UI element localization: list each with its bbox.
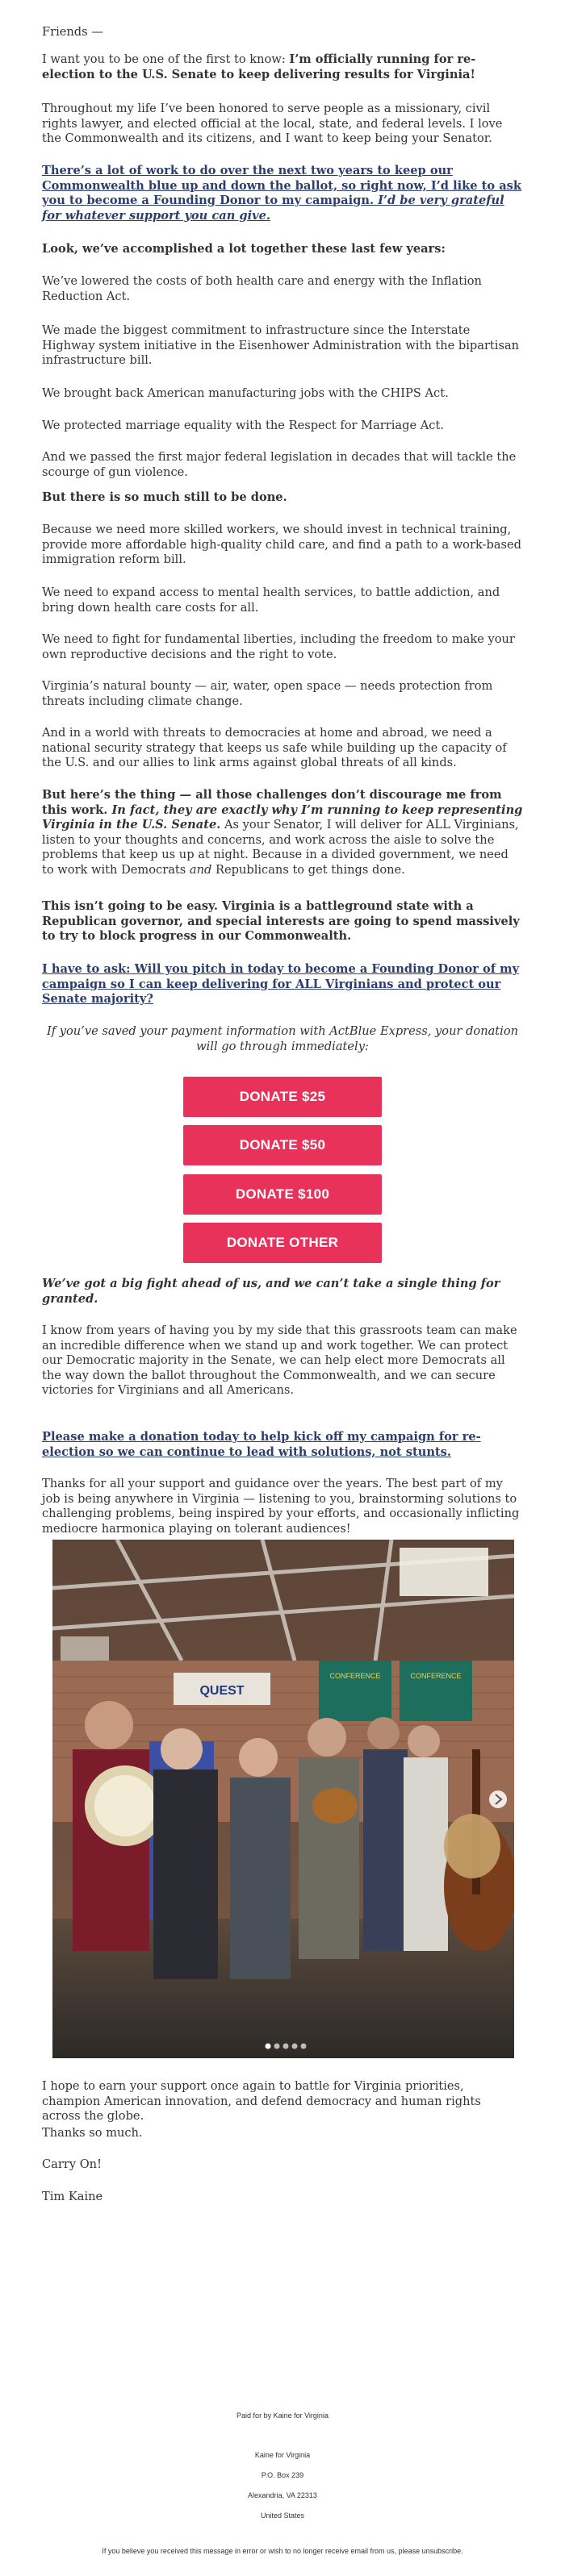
kickoff-paragraph xyxy=(42,1430,523,1460)
the-thing-paragraph xyxy=(42,788,523,877)
accomplishment-item: We brought back American manufacturing jobs with the CHIPS Act. xyxy=(42,386,449,400)
paid-for-disclaimer: Paid for by Kaine for Virginia xyxy=(236,2411,329,2420)
ask-link[interactable]: I have to ask: Will you pitch in today to become a Founding Donor of my campaign so I can keep delivering for ALL Virginians and protect our Senate majority? xyxy=(42,962,520,1006)
todo-item: Virginia’s natural bounty — air, water, open space — needs protection from threats including climate change. xyxy=(42,679,493,708)
signature: Tim Kaine xyxy=(42,2190,103,2203)
intro-text: I want you to be one of the first to know: xyxy=(42,52,290,66)
footer-po-box: P.O. Box 239 xyxy=(261,2471,304,2479)
intro-paragraph xyxy=(42,52,523,82)
footer-country: United States xyxy=(260,2511,305,2520)
big-fight-paragraph: We’ve got a big fight ahead of us, and we can’t take a single thing for granted. xyxy=(42,1277,500,1306)
donate-25-button[interactable]: DONATE $25 xyxy=(183,1077,382,1117)
accomplishment-item: And we passed the first major federal legislation in decades that will tackle the scourge of gun violence. xyxy=(42,450,517,479)
accomplishment-item: We’ve lowered the costs of both health care and energy with the Inflation Reduction Act. xyxy=(42,274,482,303)
photo-illustration xyxy=(52,1540,514,2058)
thanks-paragraph: Thanks for all your support and guidance over the years. The best part of my job is being anywhere in Virginia — listening to you, brainstorming solutions to challenging problems, being inspired by your efforts, and occasionally inflicting mediocre harmonica playing on tolerant audiences! xyxy=(42,1477,520,1536)
todo-item: We need to expand access to mental health services, to battle addiction, and bring down health care costs for all. xyxy=(42,586,500,615)
carousel-dots[interactable] xyxy=(262,2040,309,2053)
battleground-paragraph: This isn’t going to be easy. Virginia is a battleground state with a Republican governor, and special interests are going to spend massively to try to block progress in our Commonwealth. xyxy=(42,899,520,943)
todo-heading: But there is so much still to be done. xyxy=(42,490,287,504)
accomplishment-item: We made the biggest commitment to infrastructure since the Interstate Highway system initiative in the Eisenhower Administration with the bipartisan infrastructure bill. xyxy=(42,323,520,367)
bluegrass-band-photo xyxy=(52,1540,514,2058)
todo-item: Because we need more skilled workers, we should invest in technical training, provide more affordable high-quality child care, and find a path to a work-based immigration reform bill. xyxy=(42,523,521,566)
donate-50-button[interactable]: DONATE $50 xyxy=(183,1125,382,1165)
todo-item: We need to fight for fundamental liberties, including the freedom to make your own reproductive decisions and the right to vote. xyxy=(42,632,515,661)
greeting: Friends — xyxy=(42,25,103,39)
intro-announcement: I’m officially running for re-election to the U.S. Senate to keep delivering results for Virginia! xyxy=(42,52,476,81)
carry-on-line: Carry On! xyxy=(42,2157,102,2171)
accomplishment-item: We protected marriage equality with the Respect for Marriage Act. xyxy=(42,419,444,432)
ask-paragraph xyxy=(42,962,523,1007)
actblue-note: If you’ve saved your payment information with ActBlue Express, your donation will go through immediately: xyxy=(46,1024,519,1053)
todo-item: And in a world with threats to democracies at home and abroad, we need a national security strategy that keeps us safe while building up the capacity of the U.S. and our allies to link arms against global threats of all kinds. xyxy=(42,726,507,769)
founding-donor-link-italic: I’d be very grateful for whatever support you can give. xyxy=(42,194,504,223)
banner-text: QUEST xyxy=(199,1684,245,1698)
donate-other-button[interactable]: DONATE OTHER xyxy=(183,1223,382,1263)
founding-donor-link-text: There’s a lot of work to do over the next two years to keep our Commonwealth blue up and down the ballot, so right now, I’d like to ask you to become a Founding Donor to my campaign. xyxy=(42,164,521,207)
the-thing-and: and xyxy=(189,862,212,877)
the-thing-bold: But here’s the thing — all those challenges don’t discourage me from this work. xyxy=(42,788,502,817)
thanks-line: Thanks so much. xyxy=(42,2126,143,2140)
sign-text-2: CONFERENCE xyxy=(410,1672,462,1680)
the-thing-bold-italic: In fact, they are exactly why I’m running to keep representing Virginia in the U.S. Senate. xyxy=(42,802,523,832)
footer-org: Kaine for Virginia xyxy=(254,2451,311,2459)
closing-paragraph: I hope to earn your support once again to battle for Virginia priorities, champion American innovation, and defend democracy and human rights across the globe. xyxy=(42,2079,481,2123)
bio-paragraph: Throughout my life I’ve been honored to serve people as a missionary, civil rights lawyer, and elected official at the local, state, and federal levels. I love the Commonwealth and its citizens, and I want to keep being your Senator. xyxy=(42,102,503,145)
donate-100-button[interactable]: DONATE $100 xyxy=(183,1174,382,1215)
accomplishments-heading: Look, we’ve accomplished a lot together these last few years: xyxy=(42,242,446,256)
founding-donor-link[interactable] xyxy=(42,164,521,223)
carousel-next-arrow-icon[interactable] xyxy=(489,1790,507,1808)
founding-donor-paragraph xyxy=(42,164,523,223)
the-thing-end: Republicans to get things done. xyxy=(211,862,405,877)
kickoff-link[interactable]: Please make a donation today to help kick off my campaign for re-election so we can continue to lead with solutions, not stunts. xyxy=(42,1430,481,1459)
grassroots-paragraph: I know from years of having you by my side that this grassroots team can make an incredible difference when we stand up and work together. We can protect our Democratic majority in the Senate, we can help elect more Democrats all the way down the ballot throughout the Commonwealth, and we can secure victories for Virginians and all Americans. xyxy=(42,1323,517,1397)
the-thing-text: As your Senator, I will deliver for ALL Virginians, listen to your thoughts and concerns, and work across the aisle to solve the problems that keep us up at night. Because in a divided government, we need to work with Democrats xyxy=(42,818,519,877)
unsubscribe-text[interactable]: If you believe you received this message in error or wish to no longer receive email from us, please unsubscribe. xyxy=(102,2547,463,2555)
sign-text: CONFERENCE xyxy=(329,1672,381,1680)
footer-city: Alexandria, VA 22313 xyxy=(248,2491,317,2499)
